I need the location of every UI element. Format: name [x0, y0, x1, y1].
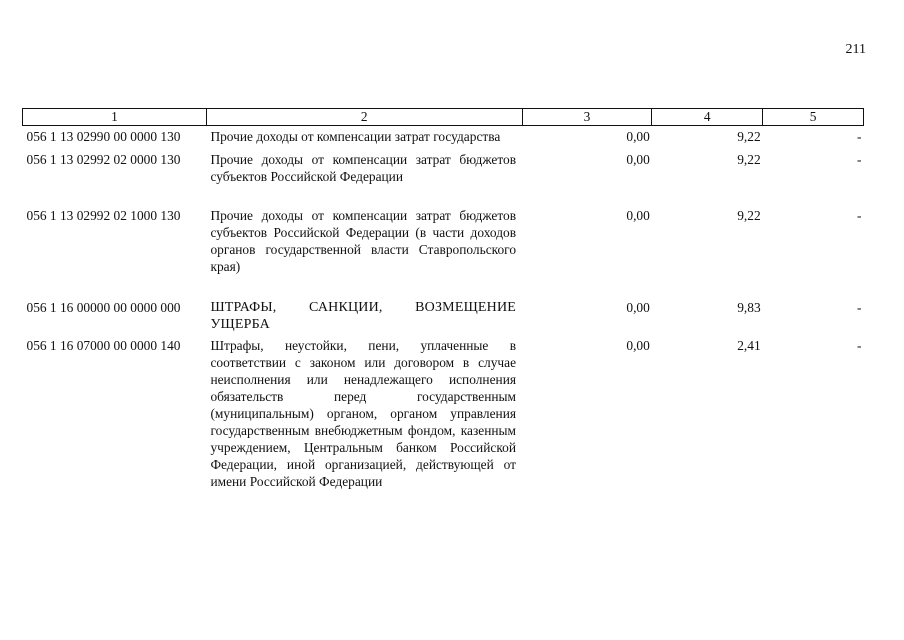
table-row: [23, 297, 864, 333]
value-col4-cell: 9,83: [737, 300, 761, 315]
value-col3-cell: 0,00: [626, 300, 650, 315]
value-col4-cell: 2,41: [737, 338, 761, 353]
table-row: [23, 126, 864, 146]
page-number: 211: [845, 42, 866, 57]
revenue-name-cell: Прочие доходы от компенсации затрат бюджетов субъектов Российской Федерации: [210, 152, 517, 184]
header-col-1: 1: [23, 109, 207, 126]
value-col3-cell: 0,00: [626, 208, 650, 223]
budget-code-cell: 056 1 13 02992 02 0000 130: [26, 152, 181, 167]
value-col4-cell: 9,22: [737, 208, 761, 223]
header-col-3: 3: [522, 109, 652, 126]
revenue-name-cell: Штрафы, неустойки, пени, уплаченные в соответствии с законом или договором в случае неисполнения или ненадлежащего исполнения обязательств перед государственным (муниципальным) органом, органом управления государственным внебюджетным фондом, казенным учреждением, Центральным банком Российской Федерации, иной организацией, действующей от имени Российской Федерации: [210, 338, 517, 489]
value-col5-cell: -: [857, 300, 862, 315]
row-spacer: [23, 275, 864, 297]
budget-code-cell: 056 1 13 02990 00 0000 130: [26, 129, 181, 144]
budget-code-cell: 056 1 16 07000 00 0000 140: [26, 338, 181, 353]
header-col-5: 5: [763, 109, 864, 126]
budget-code-cell: 056 1 16 00000 00 0000 000: [26, 300, 181, 315]
revenue-name-cell: Прочие доходы от компенсации затрат бюджетов субъектов Российской Федерации (в части доходов органов государственной власти Ставропольского края): [210, 208, 517, 274]
revenue-name-cell: ШТРАФЫ, САНКЦИИ, ВОЗМЕЩЕНИЕ УЩЕРБА: [210, 300, 517, 332]
table-header-row: [23, 109, 864, 126]
value-col4-cell: 9,22: [737, 152, 761, 167]
budget-code-cell: 056 1 13 02992 02 1000 130: [26, 208, 181, 223]
value-col5-cell: -: [857, 208, 862, 223]
budget-revenue-table: [22, 108, 864, 490]
table-row: [23, 335, 864, 490]
value-col5-cell: -: [857, 129, 862, 144]
value-col4-cell: 9,22: [737, 129, 761, 144]
value-col3-cell: 0,00: [626, 338, 650, 353]
value-col5-cell: -: [857, 152, 862, 167]
table-row: [23, 149, 864, 185]
header-col-4: 4: [652, 109, 763, 126]
header-col-2: 2: [206, 109, 522, 126]
value-col3-cell: 0,00: [626, 152, 650, 167]
table-row: [23, 205, 864, 275]
value-col5-cell: -: [857, 338, 862, 353]
row-spacer: [23, 185, 864, 205]
revenue-name-cell: Прочие доходы от компенсации затрат государства: [210, 129, 501, 144]
table-body: [23, 126, 864, 491]
value-col3-cell: 0,00: [626, 129, 650, 144]
